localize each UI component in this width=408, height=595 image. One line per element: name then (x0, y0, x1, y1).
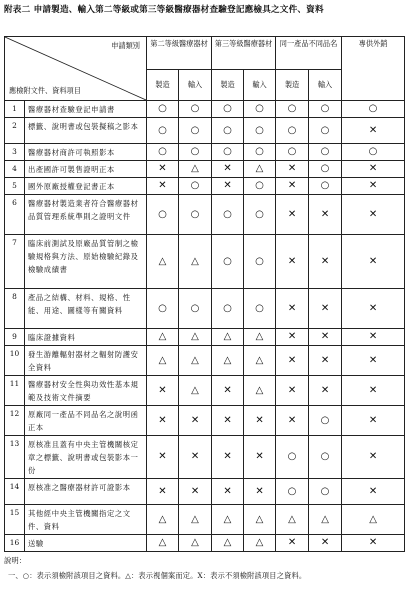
triangle-mark-icon: △ (255, 354, 264, 366)
requirement-cell (212, 235, 244, 289)
requirement-cell (212, 535, 244, 552)
requirement-cell (276, 289, 309, 329)
table-row (5, 505, 405, 535)
cross-mark-icon: ✕ (368, 208, 378, 220)
requirement-cell (309, 505, 342, 535)
cross-mark-icon: ✕ (320, 537, 330, 548)
row-number: 11 (5, 376, 25, 406)
table-row (5, 161, 405, 178)
triangle-mark-icon: △ (191, 331, 199, 342)
requirement-cell (147, 161, 179, 178)
row-number: 5 (5, 178, 25, 195)
requirement-cell (179, 161, 212, 178)
circle-mark-icon: ○ (320, 146, 330, 157)
circle-mark-icon: ○ (190, 208, 200, 220)
circle-mark-icon: ○ (287, 451, 297, 462)
row-number: 14 (5, 479, 25, 505)
circle-mark-icon: ○ (223, 146, 232, 157)
triangle-mark-icon: △ (255, 163, 264, 174)
requirement-cell (244, 289, 276, 329)
requirement-cell (179, 505, 212, 535)
table-row (5, 436, 405, 479)
requirement-cell (212, 376, 244, 406)
triangle-mark-icon: △ (191, 354, 199, 366)
requirement-cell (244, 144, 276, 161)
document-item: 出產國許可製售證明正本 (25, 161, 147, 178)
requirement-cell (244, 479, 276, 505)
requirement-cell (244, 195, 276, 235)
requirement-cell (179, 144, 212, 161)
cross-mark-icon: ✕ (287, 180, 297, 191)
documents-items-label: 應檢附文件、資料項目 (9, 86, 81, 95)
requirement-cell (309, 346, 342, 376)
circle-mark-icon: ○ (320, 163, 330, 174)
requirement-cell (276, 118, 309, 144)
circle-mark-icon: ○ (223, 255, 232, 267)
cross-mark-icon: ✕ (287, 331, 297, 342)
requirement-cell (276, 376, 309, 406)
triangle-mark-icon: △ (288, 513, 296, 525)
row-number: 2 (5, 118, 25, 144)
requirement-cell (244, 178, 276, 195)
requirement-cell (212, 436, 244, 479)
triangle-mark-icon: △ (255, 384, 264, 396)
requirement-cell (179, 376, 212, 406)
requirement-cell (212, 406, 244, 436)
table-row (5, 289, 405, 329)
sub-head-manufacture: 製造 (147, 70, 179, 101)
triangle-mark-icon: △ (223, 513, 232, 525)
document-item: 原核准之醫療器材許可證影本 (25, 479, 147, 505)
cross-mark-icon: ✕ (158, 414, 167, 426)
requirement-cell (309, 289, 342, 329)
circle-mark-icon: ○ (320, 103, 330, 114)
table-row (5, 235, 405, 289)
requirement-cell (244, 436, 276, 479)
document-item: 原廠同一產品不同品名之說明函正本 (25, 406, 147, 436)
cross-mark-icon: ✕ (287, 537, 297, 548)
requirement-cell (244, 329, 276, 346)
table-row (5, 195, 405, 235)
circle-mark-icon: ○ (255, 302, 264, 314)
circle-mark-icon: ○ (190, 103, 200, 114)
requirement-cell (309, 101, 342, 118)
cross-mark-icon: ✕ (320, 208, 330, 220)
circle-mark-icon: ○ (320, 414, 330, 426)
requirement-cell (147, 144, 179, 161)
document-item: 原核准且蓋有中央主管機關核定章之標籤、說明書或包裝影本一份 (25, 436, 147, 479)
requirement-cell (309, 376, 342, 406)
table-row (5, 144, 405, 161)
triangle-mark-icon: △ (158, 513, 167, 525)
cross-mark-icon: ✕ (158, 163, 167, 174)
category-class-2: 第二等級醫療器材 (147, 37, 212, 70)
requirement-cell (212, 289, 244, 329)
category-class-3: 第三等級醫療器材 (212, 37, 276, 70)
application-category-label: 申請類別 (111, 41, 140, 50)
cross-mark-icon: ✕ (368, 180, 378, 191)
requirement-cell (309, 406, 342, 436)
page-title: 附表二 申請製造、輸入第二等級或第三等級醫療器材查驗登記應檢具之文件、資料 (4, 5, 324, 15)
circle-mark-icon: ○ (190, 180, 200, 191)
requirement-cell (342, 505, 405, 535)
document-item: 國外原廠授權登記書正本 (25, 178, 147, 195)
circle-mark-icon: ○ (255, 180, 264, 191)
cross-mark-icon: ✕ (287, 354, 297, 366)
circle-mark-icon: ○ (255, 103, 264, 114)
circle-mark-icon: ○ (223, 103, 232, 114)
requirement-cell (147, 406, 179, 436)
table-row (5, 406, 405, 436)
requirement-cell (276, 101, 309, 118)
sub-head-import: 輸入 (179, 70, 212, 101)
cross-mark-icon: ✕ (368, 124, 378, 136)
cross-mark-icon: ✕ (368, 331, 378, 342)
requirement-cell (147, 289, 179, 329)
requirement-cell (244, 161, 276, 178)
requirement-cell (276, 535, 309, 552)
triangle-mark-icon: △ (255, 537, 264, 548)
cross-mark-icon: ✕ (223, 451, 232, 462)
requirement-cell (147, 329, 179, 346)
requirement-cell (276, 178, 309, 195)
table-row (5, 101, 405, 118)
row-number: 8 (5, 289, 25, 329)
circle-mark-icon: ○ (287, 103, 297, 114)
requirement-cell (179, 235, 212, 289)
notes-text: 一、○：表示須檢附該項目之資料。△：表示視個案而定。X：表示不須檢附該項目之資料。 (8, 571, 307, 580)
triangle-mark-icon: △ (255, 513, 264, 525)
requirement-cell (309, 195, 342, 235)
cross-mark-icon: ✕ (368, 255, 378, 267)
cross-mark-icon: ✕ (368, 485, 378, 497)
triangle-mark-icon: △ (191, 255, 199, 267)
document-item: 產品之結構、材料、規格、性能、用途、圖樣等有關資料 (25, 289, 147, 329)
triangle-mark-icon: △ (191, 163, 199, 174)
requirement-cell (342, 289, 405, 329)
row-number: 10 (5, 346, 25, 376)
document-item: 醫療器材商許可執照影本 (25, 144, 147, 161)
cross-mark-icon: ✕ (223, 485, 232, 497)
requirement-cell (276, 195, 309, 235)
cross-mark-icon: ✕ (223, 384, 232, 396)
requirement-cell (276, 346, 309, 376)
circle-mark-icon: ○ (158, 208, 167, 220)
category-same-product: 同一產品不同品名 (276, 37, 342, 70)
requirement-cell (147, 535, 179, 552)
requirement-cell (179, 289, 212, 329)
table-row (5, 535, 405, 552)
table-row (5, 376, 405, 406)
requirement-cell (276, 329, 309, 346)
requirement-cell (244, 535, 276, 552)
requirement-cell (147, 346, 179, 376)
requirement-cell (212, 144, 244, 161)
sub-head-manufacture: 製造 (212, 70, 244, 101)
document-item: 臨床證據資料 (25, 329, 147, 346)
diagonal-header-cell (5, 37, 147, 101)
circle-mark-icon: ○ (320, 124, 330, 136)
requirement-cell (179, 178, 212, 195)
requirement-cell (276, 406, 309, 436)
cross-mark-icon: ✕ (255, 485, 264, 497)
row-number: 15 (5, 505, 25, 535)
requirement-cell (212, 346, 244, 376)
cross-mark-icon: ✕ (320, 331, 330, 342)
requirement-cell (179, 101, 212, 118)
triangle-mark-icon: △ (223, 537, 232, 548)
table-body (5, 101, 405, 552)
cross-mark-icon: ✕ (368, 302, 378, 314)
requirement-cell (179, 436, 212, 479)
document-item: 醫療器材製造業者符合醫療器材品質管理系統準則之證明文件 (25, 195, 147, 235)
requirement-cell (179, 329, 212, 346)
requirement-cell (244, 406, 276, 436)
requirement-cell (147, 178, 179, 195)
triangle-mark-icon: △ (369, 513, 377, 525)
cross-mark-icon: ✕ (158, 180, 167, 191)
requirement-cell (309, 535, 342, 552)
circle-mark-icon: ○ (255, 208, 264, 220)
table-row (5, 329, 405, 346)
circle-mark-icon: ○ (287, 485, 297, 497)
requirement-cell (244, 235, 276, 289)
row-number: 9 (5, 329, 25, 346)
circle-mark-icon: ○ (320, 451, 330, 462)
triangle-mark-icon: △ (158, 354, 167, 366)
requirement-cell (342, 329, 405, 346)
cross-mark-icon: ✕ (223, 180, 232, 191)
cross-mark-icon: ✕ (368, 414, 378, 426)
cross-mark-icon: ✕ (223, 414, 232, 426)
cross-mark-icon: ✕ (223, 163, 232, 174)
circle-mark-icon: ○ (223, 208, 232, 220)
requirement-cell (212, 101, 244, 118)
requirement-cell (179, 346, 212, 376)
table-row (5, 178, 405, 195)
requirement-cell (342, 376, 405, 406)
document-item: 臨床前測試及原廠品質管制之檢驗規格與方法、原始檢驗紀錄及檢驗成績書 (25, 235, 147, 289)
requirement-cell (342, 144, 405, 161)
requirement-cell (342, 178, 405, 195)
requirement-cell (147, 479, 179, 505)
circle-mark-icon: ○ (320, 485, 330, 497)
requirement-cell (342, 535, 405, 552)
circle-mark-icon: ○ (255, 146, 264, 157)
cross-mark-icon: ✕ (158, 485, 167, 497)
document-item: 標籤、說明書或包裝擬稿之影本 (25, 118, 147, 144)
notes-label: 說明： (4, 556, 27, 565)
requirement-cell (212, 195, 244, 235)
requirement-cell (179, 195, 212, 235)
cross-mark-icon: ✕ (287, 163, 297, 174)
requirement-cell (147, 505, 179, 535)
requirement-cell (212, 118, 244, 144)
cross-mark-icon: ✕ (368, 384, 378, 396)
requirement-cell (244, 118, 276, 144)
table-row (5, 479, 405, 505)
requirement-cell (309, 436, 342, 479)
requirement-cell (342, 479, 405, 505)
document-item: 送驗 (25, 535, 147, 552)
row-number: 12 (5, 406, 25, 436)
circle-mark-icon: ○ (223, 124, 232, 136)
circle-mark-icon: ○ (223, 302, 232, 314)
requirement-cell (309, 161, 342, 178)
row-number: 1 (5, 101, 25, 118)
circle-mark-icon: ○ (158, 103, 167, 114)
requirement-cell (276, 479, 309, 505)
cross-mark-icon: ✕ (287, 255, 297, 267)
circle-mark-icon: ○ (190, 146, 200, 157)
requirement-cell (276, 436, 309, 479)
sub-head-manufacture: 製造 (276, 70, 309, 101)
circle-mark-icon: ○ (255, 124, 264, 136)
row-number: 13 (5, 436, 25, 479)
table-row (5, 346, 405, 376)
cross-mark-icon: ✕ (368, 451, 378, 462)
requirement-cell (309, 235, 342, 289)
requirement-cell (342, 161, 405, 178)
requirement-cell (342, 235, 405, 289)
circle-mark-icon: ○ (320, 180, 330, 191)
requirement-cell (276, 505, 309, 535)
cross-mark-icon: ✕ (368, 537, 378, 548)
requirement-cell (276, 161, 309, 178)
document-item: 其他經中央主管機關指定之文件、資料 (25, 505, 147, 535)
triangle-mark-icon: △ (191, 384, 199, 396)
cross-mark-icon: ✕ (190, 414, 200, 426)
requirement-cell (212, 505, 244, 535)
triangle-mark-icon: △ (223, 331, 232, 342)
cross-mark-icon: ✕ (320, 255, 330, 267)
requirement-cell (179, 118, 212, 144)
requirement-cell (212, 329, 244, 346)
requirement-cell (276, 235, 309, 289)
triangle-mark-icon: △ (158, 331, 167, 342)
circle-mark-icon: ○ (190, 302, 200, 314)
circle-mark-icon: ○ (190, 124, 200, 136)
cross-mark-icon: ✕ (320, 302, 330, 314)
circle-mark-icon: ○ (255, 255, 264, 267)
requirement-cell (212, 178, 244, 195)
circle-mark-icon: ○ (158, 302, 167, 314)
triangle-mark-icon: △ (191, 537, 199, 548)
cross-mark-icon: ✕ (320, 354, 330, 366)
cross-mark-icon: ✕ (255, 451, 264, 462)
document-item: 發生游離輻射器材之輻射防護安全資料 (25, 346, 147, 376)
cross-mark-icon: ✕ (320, 384, 330, 396)
requirement-cell (179, 535, 212, 552)
requirement-cell (342, 118, 405, 144)
requirement-cell (147, 436, 179, 479)
requirement-cell (179, 479, 212, 505)
row-number: 3 (5, 144, 25, 161)
requirement-cell (309, 178, 342, 195)
triangle-mark-icon: △ (255, 331, 264, 342)
circle-mark-icon: ○ (368, 146, 378, 157)
requirement-cell (309, 144, 342, 161)
triangle-mark-icon: △ (158, 537, 167, 548)
requirement-cell (309, 479, 342, 505)
cross-mark-icon: ✕ (287, 302, 297, 314)
document-item: 醫療器材查驗登記申請書 (25, 101, 147, 118)
requirement-cell (342, 346, 405, 376)
requirement-cell (309, 329, 342, 346)
requirement-cell (276, 144, 309, 161)
cross-mark-icon: ✕ (255, 414, 264, 426)
requirement-cell (147, 376, 179, 406)
requirement-cell (342, 406, 405, 436)
requirement-cell (342, 101, 405, 118)
triangle-mark-icon: △ (191, 513, 199, 525)
cross-mark-icon: ✕ (287, 414, 297, 426)
circle-mark-icon: ○ (158, 124, 167, 136)
circle-mark-icon: ○ (287, 146, 297, 157)
requirement-cell (179, 406, 212, 436)
sub-head-import: 輸入 (244, 70, 276, 101)
circle-mark-icon: ○ (287, 124, 297, 136)
requirement-cell (244, 101, 276, 118)
requirement-cell (244, 376, 276, 406)
requirement-cell (212, 161, 244, 178)
cross-mark-icon: ✕ (368, 354, 378, 366)
requirement-cell (147, 235, 179, 289)
document-table (4, 36, 405, 552)
row-number: 7 (5, 235, 25, 289)
requirement-cell (309, 118, 342, 144)
cross-mark-icon: ✕ (190, 485, 200, 497)
cross-mark-icon: ✕ (287, 384, 297, 396)
requirement-cell (147, 101, 179, 118)
cross-mark-icon: ✕ (287, 208, 297, 220)
requirement-cell (147, 118, 179, 144)
circle-mark-icon: ○ (158, 146, 167, 157)
requirement-cell (244, 346, 276, 376)
table-row (5, 118, 405, 144)
requirement-cell (212, 479, 244, 505)
circle-mark-icon: ○ (368, 103, 378, 114)
sub-head-import: 輸入 (309, 70, 342, 101)
row-number: 4 (5, 161, 25, 178)
triangle-mark-icon: △ (158, 255, 167, 267)
document-item: 醫療器材安全性與功效性基本規範及技術文件摘要 (25, 376, 147, 406)
requirement-cell (244, 505, 276, 535)
triangle-mark-icon: △ (321, 513, 329, 525)
row-number: 16 (5, 535, 25, 552)
cross-mark-icon: ✕ (190, 451, 200, 462)
row-number: 6 (5, 195, 25, 235)
requirement-cell (147, 195, 179, 235)
category-export-only: 專供外銷 (342, 37, 405, 101)
cross-mark-icon: ✕ (158, 451, 167, 462)
triangle-mark-icon: △ (223, 354, 232, 366)
cross-mark-icon: ✕ (158, 384, 167, 396)
requirement-cell (342, 436, 405, 479)
requirement-cell (342, 195, 405, 235)
cross-mark-icon: ✕ (368, 163, 378, 174)
